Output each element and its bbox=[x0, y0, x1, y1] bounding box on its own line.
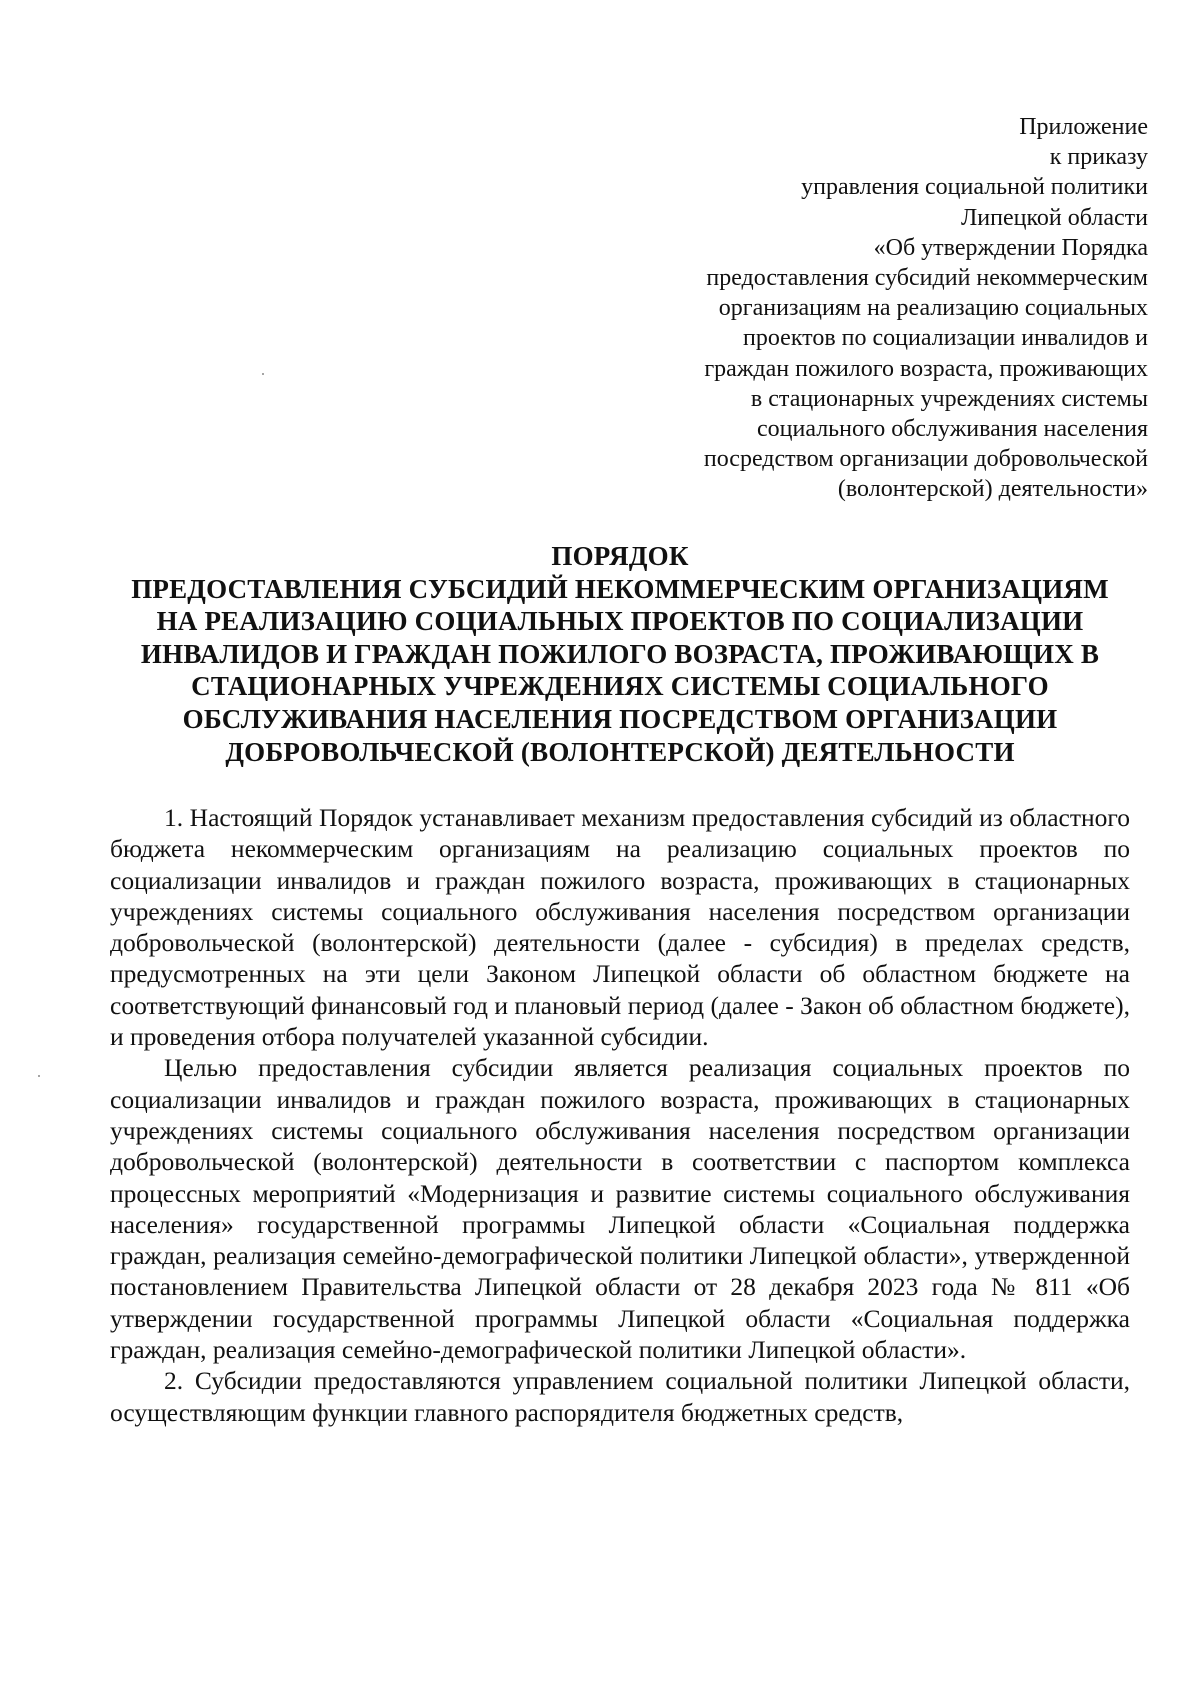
title-line: ОБСЛУЖИВАНИЯ НАСЕЛЕНИЯ ПОСРЕДСТВОМ ОРГАНИЗАЦИИ bbox=[182, 703, 1058, 734]
appendix-line: организациям на реализацию социальных bbox=[718, 295, 1148, 322]
paragraph-goal: Целью предоставления субсидии является реализация социальных проектов по социализации инвалидов и граждан пожилого возраста, проживающих в стационарных учреждениях системы социального обслуживания населения посредством организации добровольческой (волонтерской) деятельности в соответствии с паспортом комплекса процессных мероприятий «Модернизация и развитие системы социального обслуживания населения» государственной программы Липецкой области «Социальная поддержка граждан, реализация семейно-демографической политики Липецкой области», утвержденной постановлением Правительства Липецкой области от 28 декабря 2023 года № 811 «Об утверждении государственной программы Липецкой области «Социальная поддержка граждан, реализация семейно-демографической политики Липецкой области». bbox=[110, 1053, 1130, 1365]
document-body bbox=[110, 802, 1130, 1428]
appendix-line: в стационарных учреждениях системы bbox=[750, 385, 1148, 412]
document-title bbox=[100, 540, 1140, 768]
title-line: ПОРЯДОК bbox=[551, 541, 689, 571]
scan-speck bbox=[38, 1075, 40, 1077]
appendix-line: Липецкой области bbox=[961, 204, 1148, 231]
appendix-line: управления социальной политики bbox=[801, 174, 1148, 201]
appendix-line: проектов по социализации инвалидов и bbox=[743, 325, 1148, 352]
appendix-line: граждан пожилого возраста, проживающих bbox=[704, 355, 1148, 382]
appendix-line: к приказу bbox=[1049, 144, 1148, 171]
appendix-line: предоставления субсидий некоммерческим bbox=[706, 265, 1148, 292]
scan-speck bbox=[262, 373, 264, 375]
appendix-line: социального обслуживания населения bbox=[756, 416, 1148, 443]
appendix-line: посредством организации добровольческой bbox=[703, 446, 1148, 473]
appendix-line: Приложение bbox=[1019, 114, 1148, 140]
appendix-header bbox=[588, 112, 1148, 505]
title-line: ДОБРОВОЛЬЧЕСКОЙ (ВОЛОНТЕРСКОЙ) ДЕЯТЕЛЬНОСТИ bbox=[225, 736, 1015, 767]
appendix-line: (волонтерской) деятельности» bbox=[837, 476, 1148, 503]
paragraph-2: 2. Субсидии предоставляются управлением социальной политики Липецкой области, осуществляющим функции главного распорядителя бюджетных средств, bbox=[110, 1366, 1130, 1427]
title-line: ПРЕДОСТАВЛЕНИЯ СУБСИДИЙ НЕКОММЕРЧЕСКИМ ОРГАНИЗАЦИЯМ bbox=[131, 573, 1109, 604]
title-line: НА РЕАЛИЗАЦИЮ СОЦИАЛЬНЫХ ПРОЕКТОВ ПО СОЦИАЛИЗАЦИИ bbox=[156, 606, 1084, 637]
title-line: ИНВАЛИДОВ И ГРАЖДАН ПОЖИЛОГО ВОЗРАСТА, ПРОЖИВАЮЩИХ В bbox=[140, 638, 1100, 669]
paragraph-1: 1. Настоящий Порядок устанавливает механизм предоставления субсидий из областного бюджета некоммерческим организациям на реализацию социальных проектов по социализации инвалидов и граждан пожилого возраста, проживающих в стационарных учреждениях системы социального обслуживания населения посредством организации добровольческой (волонтерской) деятельности (далее - субсидия) в пределах средств, предусмотренных на эти цели Законом Липецкой области об областном бюджете на соответствующий финансовый год и плановый период (далее - Закон об областном бюджете), и проведения отбора получателей указанной субсидии. bbox=[110, 803, 1130, 1052]
title-line: СТАЦИОНАРНЫХ УЧРЕЖДЕНИЯХ СИСТЕМЫ СОЦИАЛЬНОГО bbox=[191, 671, 1049, 702]
appendix-line: «Об утверждении Порядка bbox=[873, 234, 1148, 261]
